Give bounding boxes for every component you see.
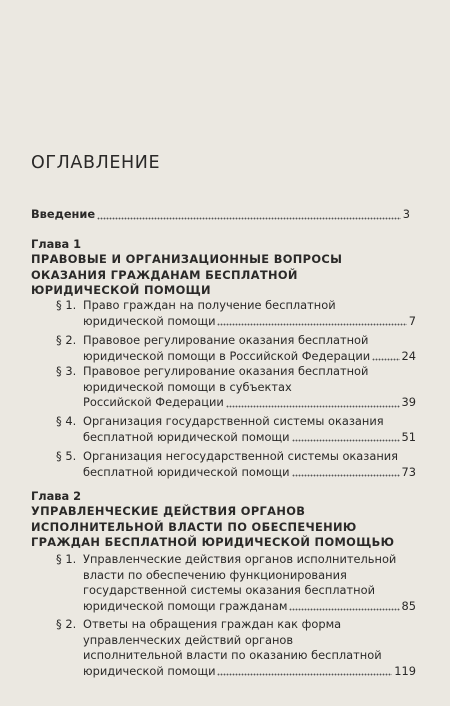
section-line: бесплатной юридической помощи	[83, 464, 290, 479]
chapter-title-line: ЮРИДИЧЕСКОЙ ПОМОЩИ	[31, 283, 211, 297]
section-line: Российской Федерации	[83, 395, 224, 409]
section-number: § 1.	[56, 298, 77, 312]
dot-leader	[372, 358, 399, 361]
section-line: бесплатной юридической помощи	[83, 429, 290, 444]
toc-section	[56, 552, 416, 614]
dot-leader	[217, 673, 392, 676]
section-line: юридической помощи в Российской Федерации	[83, 348, 371, 363]
page-title: ОГЛАВЛЕНИЕ	[31, 153, 161, 173]
chapter-title	[31, 504, 401, 551]
section-number: § 5.	[56, 449, 77, 463]
dot-leader	[292, 474, 400, 477]
chapter-title-line: ИСПОЛНИТЕЛЬНОЙ ВЛАСТИ ПО ОБЕСПЕЧЕНИЮ	[31, 519, 357, 534]
section-line: государственной системы оказания бесплатной	[83, 583, 375, 597]
section-line: юридической помощи	[83, 663, 216, 678]
dot-leader	[292, 439, 400, 442]
section-line: Управленческие действия органов исполнительной	[83, 552, 397, 566]
section-line: юридической помощи гражданам	[83, 598, 288, 613]
section-line: юридической помощи в субъектах	[83, 379, 292, 394]
section-line: Организация государственной системы оказания	[83, 414, 384, 428]
chapter-label: Глава 2	[31, 489, 82, 503]
section-number: § 2.	[56, 617, 77, 631]
chapter-title-line: УПРАВЛЕНЧЕСКИЕ ДЕЙСТВИЯ ОРГАНОВ	[31, 504, 306, 518]
chapter-title-line: ГРАЖДАН БЕСПЛАТНОЙ ЮРИДИЧЕСКОЙ ПОМОЩЬЮ	[31, 535, 395, 549]
section-number: § 4.	[56, 414, 77, 428]
entry-label: Введение	[31, 207, 96, 221]
chapter-title-line: ПРАВОВЫЕ И ОРГАНИЗАЦИОННЫЕ ВОПРОСЫ	[31, 252, 343, 266]
page-number: 7	[408, 313, 416, 328]
section-line: власти по обеспечению функционирования	[83, 567, 347, 582]
section-line: юридической помощи	[83, 313, 216, 328]
section-line: Организация негосударственной системы оказания	[83, 449, 399, 463]
page-number: 119	[394, 663, 416, 678]
dot-leader	[226, 405, 400, 408]
section-line: Ответы на обращения граждан как форма	[83, 617, 342, 631]
toc-section	[56, 414, 416, 445]
chapter-label: Глава 1	[31, 237, 82, 251]
section-line: Правовое регулирование оказания бесплатной	[83, 333, 369, 347]
toc-section	[56, 617, 416, 679]
section-number: § 2.	[56, 333, 77, 347]
section-number: § 3.	[56, 364, 77, 378]
toc-entry-intro	[31, 207, 410, 223]
section-line: Правовое регулирование оказания бесплатной	[83, 364, 369, 378]
page-number: 51	[401, 429, 416, 444]
toc-section	[56, 333, 416, 364]
page-number: 24	[401, 348, 416, 363]
toc-section	[56, 449, 416, 480]
section-line: Право граждан на получение бесплатной	[83, 298, 336, 312]
dot-leader	[97, 217, 401, 220]
section-line: исполнительной власти по оказанию бесплатной	[83, 648, 382, 662]
page-number: 39	[401, 395, 416, 409]
toc-section	[56, 364, 416, 411]
chapter-title-line: ОКАЗАНИЯ ГРАЖДАНАМ БЕСПЛАТНОЙ	[31, 267, 298, 282]
section-number: § 1.	[56, 552, 77, 566]
page-number: 85	[401, 598, 416, 613]
page-number: 73	[401, 464, 416, 479]
page-number: 3	[402, 207, 410, 221]
toc-section	[56, 298, 416, 329]
chapter-title	[31, 252, 401, 299]
dot-leader	[217, 323, 406, 326]
dot-leader	[289, 608, 399, 611]
section-line: управленческих действий органов	[83, 632, 294, 647]
